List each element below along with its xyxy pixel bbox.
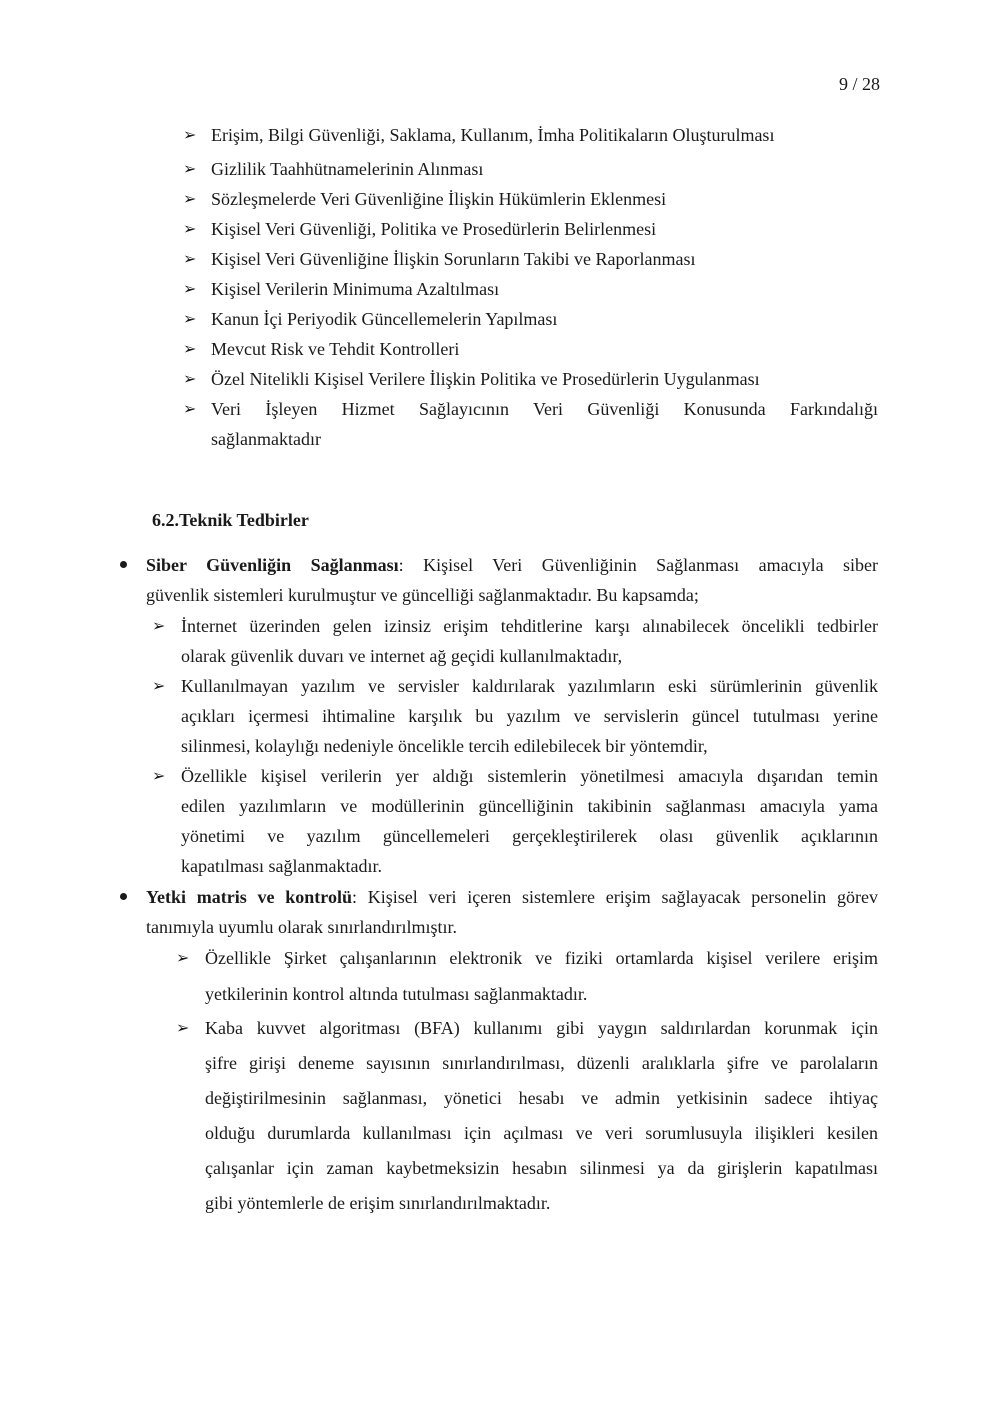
- arrow-bullet-icon: ➢: [152, 766, 166, 785]
- siber-intro-text: : Kişisel Veri Güvenliğinin Sağlanması amacıyla siber: [398, 555, 879, 575]
- arrow-bullet-icon: ➢: [176, 1018, 190, 1037]
- list-item: Sözleşmelerde Veri Güvenliğine İlişkin Hükümlerin Eklenmesi: [211, 189, 667, 209]
- siber-item-line: açıkları içermesi ihtimaline karşılık bu yazılım ve servislerin güncel tutulması yerine: [181, 706, 878, 726]
- arrow-bullet-icon: ➢: [183, 399, 197, 418]
- arrow-bullet-icon: ➢: [183, 219, 197, 238]
- yetki-intro-line2: tanımıyla uyumlu olarak sınırlandırılmıştır.: [146, 917, 457, 937]
- siber-item-line: edilen yazılımların ve modüllerinin güncelliğinin takibinin sağlanması amacıyla yama: [181, 796, 878, 816]
- siber-intro-line2: güvenlik sistemleri kurulmuştur ve güncelliği sağlanmaktadır. Bu kapsamda;: [146, 585, 699, 605]
- list-item: Mevcut Risk ve Tehdit Kontrolleri: [211, 339, 460, 359]
- yetki-item-line: Kaba kuvvet algoritması (BFA) kullanımı gibi yaygın saldırılardan korunmak için: [205, 1018, 878, 1038]
- siber-item-line: yönetimi ve yazılım güncellemeleri gerçekleştirilerek olası güvenlik açıklarının: [181, 826, 878, 846]
- yetki-item-line: çalışanlar için zaman kaybetmeksizin hesabın silinmesi ya da girişlerin kapatılması: [205, 1158, 878, 1178]
- yetki-item-line: yetkilerinin kontrol altında tutulması sağlanmaktadır.: [205, 984, 588, 1004]
- yetki-intro-text: : Kişisel veri içeren sistemlere erişim sağlayacak personelin görev: [351, 887, 878, 907]
- siber-title: Siber Güvenliğin Sağlanması: [146, 555, 399, 575]
- arrow-bullet-icon: ➢: [183, 249, 197, 268]
- arrow-bullet-icon: ➢: [176, 948, 190, 967]
- siber-item-line: Kullanılmayan yazılım ve servisler kaldırılarak yazılımların eski sürümlerinin güvenlik: [181, 676, 878, 696]
- list-item: Kişisel Veri Güvenliğine İlişkin Sorunların Takibi ve Raporlanması: [211, 249, 696, 269]
- list-item: Kişisel Verilerin Minimuma Azaltılması: [211, 279, 500, 299]
- arrow-bullet-icon: ➢: [183, 159, 197, 178]
- siber-item-line: İnternet üzerinden gelen izinsiz erişim tehditlerine karşı alınabilecek öncelikli tedbirler: [181, 616, 878, 636]
- siber-intro-line: [146, 553, 878, 577]
- list-item: Kanun İçi Periyodik Güncellemelerin Yapılması: [211, 309, 558, 329]
- yetki-item-line: değiştirilmesinin sağlanması, yönetici hesabı ve admin yetkisinin sadece ihtiyaç: [205, 1088, 878, 1108]
- arrow-bullet-icon: ➢: [183, 279, 197, 298]
- list-item: Gizlilik Taahhütnamelerinin Alınması: [211, 159, 484, 179]
- yetki-item-line: olduğu durumlarda kullanılması için açılması ve veri sorumlusuyla ilişikleri kesilen: [205, 1123, 878, 1143]
- arrow-bullet-icon: ➢: [152, 616, 166, 635]
- yetki-item-line: Özellikle Şirket çalışanlarının elektronik ve fiziki ortamlarda kişisel verilere erişim: [205, 948, 878, 968]
- siber-item-line: kapatılması sağlanmaktadır.: [181, 856, 382, 876]
- arrow-bullet-icon: ➢: [183, 339, 197, 358]
- yetki-title: Yetki matris ve kontrolü: [146, 887, 352, 907]
- page-number: 9 / 28: [838, 74, 880, 94]
- siber-item-line: olarak güvenlik duvarı ve internet ağ geçidi kullanılmaktadır,: [181, 646, 623, 666]
- siber-item-line: silinmesi, kolaylığı nedeniyle öncelikle tercih edilebilecek bir yöntemdir,: [181, 736, 708, 756]
- siber-item-line: Özellikle kişisel verilerin yer aldığı sistemlerin yönetilmesi amacıyla dışarıdan temin: [181, 766, 878, 786]
- list-item: Özel Nitelikli Kişisel Verilere İlişkin Politika ve Prosedürlerin Uygulanması: [211, 369, 760, 389]
- section-heading: 6.2.Teknik Tedbirler: [152, 510, 309, 530]
- arrow-bullet-icon: ➢: [183, 189, 197, 208]
- arrow-bullet-icon: ➢: [183, 369, 197, 388]
- arrow-bullet-icon: ➢: [183, 125, 197, 144]
- yetki-item-line: şifre girişi deneme sayısının sınırlandırılması, düzenli aralıklarla şifre ve parolaların: [205, 1053, 878, 1073]
- bullet-icon: [120, 893, 127, 900]
- list-item-continuation: sağlanmaktadır: [211, 429, 321, 449]
- arrow-bullet-icon: ➢: [152, 676, 166, 695]
- yetki-intro-line: [146, 885, 878, 909]
- list-item: Erişim, Bilgi Güvenliği, Saklama, Kullanım, İmha Politikaların Oluşturulması: [211, 125, 775, 145]
- arrow-bullet-icon: ➢: [183, 309, 197, 328]
- list-item: Veri İşleyen Hizmet Sağlayıcının Veri Güvenliği Konusunda Farkındalığı: [211, 399, 878, 419]
- yetki-item-line: gibi yöntemlerle de erişim sınırlandırılmaktadır.: [205, 1193, 551, 1213]
- list-item: Kişisel Veri Güvenliği, Politika ve Prosedürlerin Belirlenmesi: [211, 219, 657, 239]
- bullet-icon: [120, 561, 127, 568]
